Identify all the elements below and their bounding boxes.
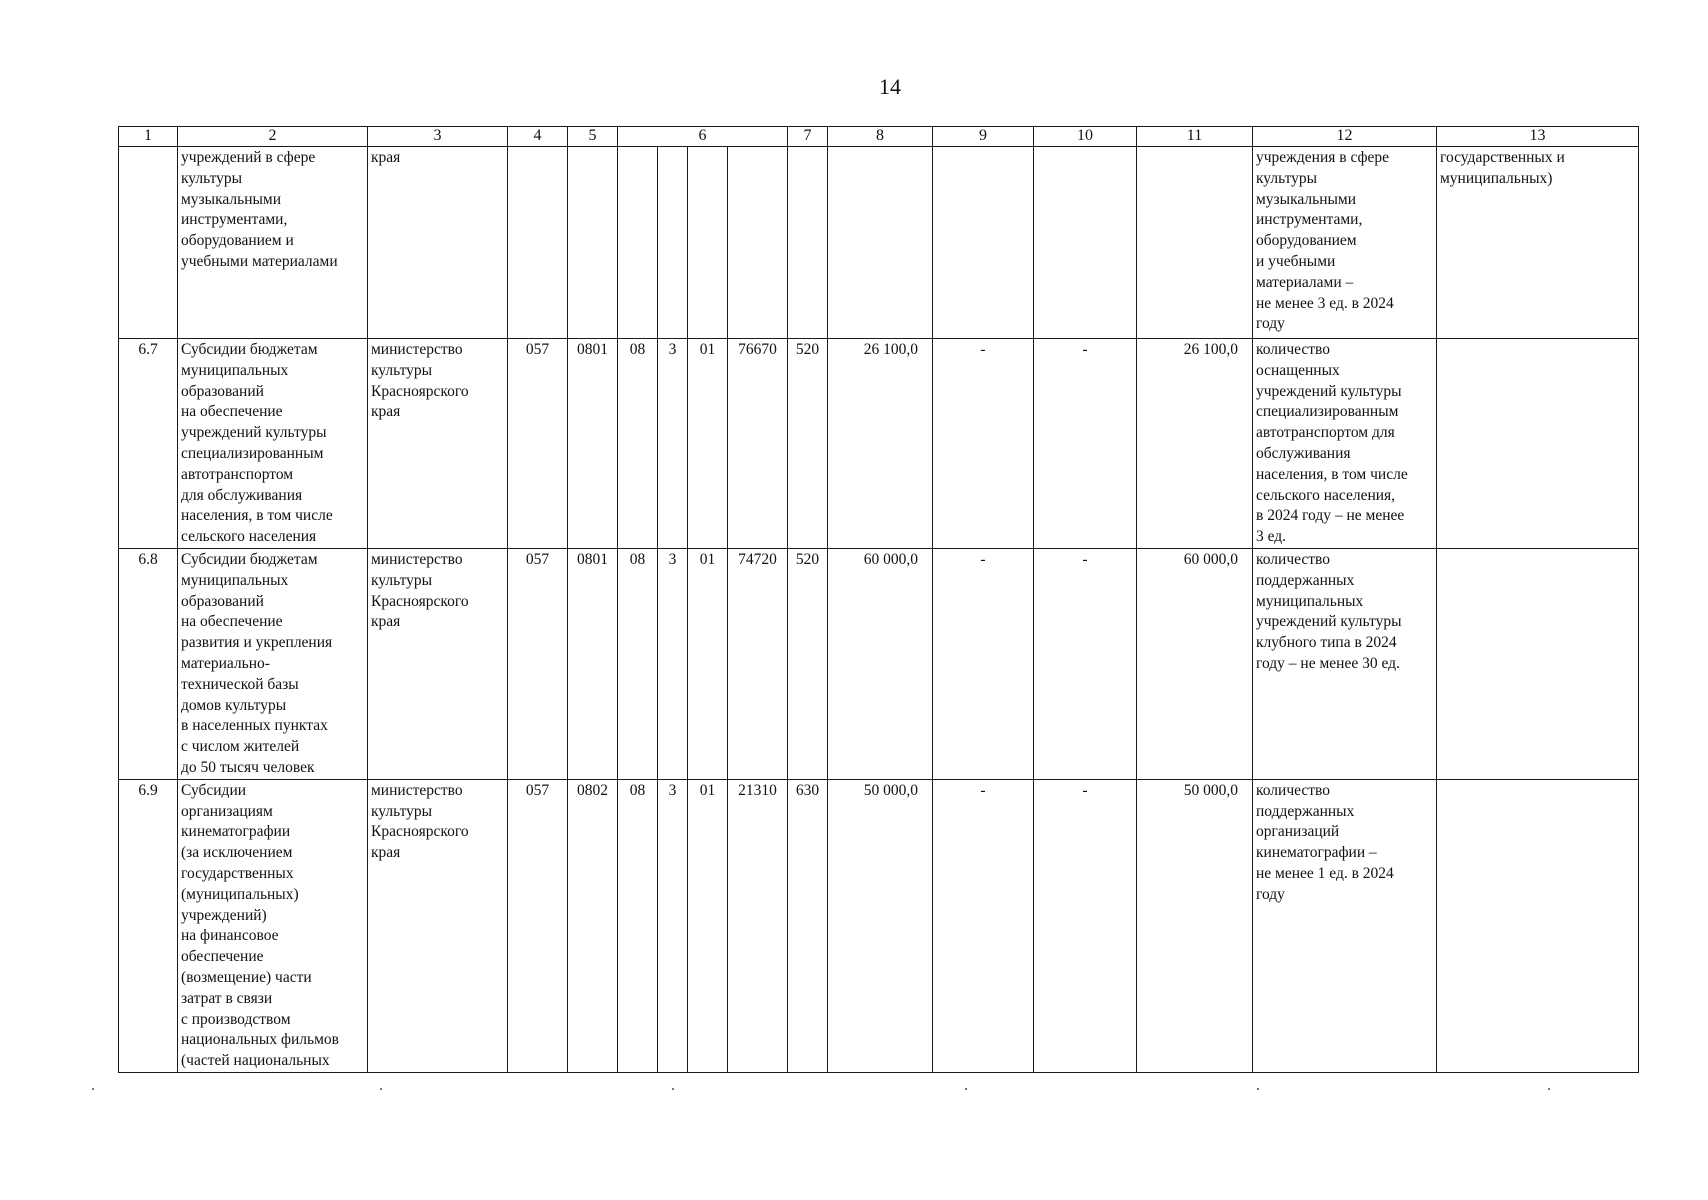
cell-cs-subprogram: 3	[658, 779, 688, 1072]
program-activities-table	[118, 126, 1639, 1073]
cell-vr: 520	[788, 339, 828, 549]
cell-sum-9: -	[933, 339, 1034, 549]
header-col-6: 6	[618, 127, 788, 147]
table-row-continuation	[119, 147, 1639, 339]
cell-cs-subprogram: 3	[658, 339, 688, 549]
cell-rzpr: 0801	[568, 548, 618, 779]
cell-result: количество поддержанных муниципальных учреждений культуры клубного типа в 2024 году – не менее 30 ед.	[1253, 548, 1437, 779]
cell-num: 6.9	[119, 779, 178, 1072]
header-col-2: 2	[178, 127, 368, 147]
cell-grbs: 057	[508, 339, 568, 549]
cell-name: Субсидии бюджетам муниципальных образований на обеспечение развития и укрепления материально- технической базы домов культуры в населенных пунктах с числом жителей до 50 тысяч человек	[178, 548, 368, 779]
cell-name: учреждений в сфере культуры музыкальными инструментами, оборудованием и учебными материалами	[178, 147, 368, 339]
cell-cs-program: 08	[618, 339, 658, 549]
page-number: 14	[879, 74, 901, 99]
table-row	[119, 779, 1639, 1072]
cell-result: учреждения в сфере культуры музыкальными инструментами, оборудованием и учебными материалами – не менее 3 ед. в 2024 году	[1253, 147, 1437, 339]
cell-rzpr: 0802	[568, 779, 618, 1072]
cell-num: 6.7	[119, 339, 178, 549]
table-row	[119, 339, 1639, 549]
cell-cs-program: 08	[618, 779, 658, 1072]
cell-cs-project: 01	[688, 548, 728, 779]
cell-sum-8: 50 000,0	[828, 779, 933, 1072]
cell-cs-direction: 74720	[728, 548, 788, 779]
table-row	[119, 548, 1639, 779]
header-col-9: 9	[933, 127, 1034, 147]
header-col-3: 3	[368, 127, 508, 147]
cell-cs-program: 08	[618, 548, 658, 779]
cell-col13	[1437, 779, 1639, 1072]
cell-cs-direction: 21310	[728, 779, 788, 1072]
cell-name: Субсидии организациям кинематографии (за исключением государственных (муниципальных) учреждений) на финансовое обеспечение (возмещение) части затрат в связи с производством национальных фильмов (частей национальных	[178, 779, 368, 1072]
header-col-8: 8	[828, 127, 933, 147]
cell-executor: министерство культуры Красноярского края	[368, 779, 508, 1072]
cell-cs-project: 01	[688, 779, 728, 1072]
header-col-11: 11	[1137, 127, 1253, 147]
cell-col13: государственных и муниципальных)	[1437, 147, 1639, 339]
cell-executor: края	[368, 147, 508, 339]
scan-artifacts	[0, 1088, 1708, 1090]
cell-sum-10: -	[1034, 339, 1137, 549]
cell-rzpr: 0801	[568, 339, 618, 549]
cell-sum-9: -	[933, 548, 1034, 779]
cell-col13	[1437, 339, 1639, 549]
cell-result: количество поддержанных организаций кинематографии – не менее 1 ед. в 2024 году	[1253, 779, 1437, 1072]
cell-executor: министерство культуры Красноярского края	[368, 548, 508, 779]
cell-col13	[1437, 548, 1639, 779]
cell-sum-11: 26 100,0	[1137, 339, 1253, 549]
header-col-1: 1	[119, 127, 178, 147]
cell-sum-9: -	[933, 779, 1034, 1072]
cell-grbs: 057	[508, 779, 568, 1072]
cell-cs-project: 01	[688, 339, 728, 549]
cell-num: 6.8	[119, 548, 178, 779]
cell-result: количество оснащенных учреждений культуры специализированным автотранспортом для обслуживания населения, в том числе сельского населения, в 2024 году – не менее 3 ед.	[1253, 339, 1437, 549]
cell-grbs: 057	[508, 548, 568, 779]
cell-vr: 520	[788, 548, 828, 779]
cell-cs-subprogram: 3	[658, 548, 688, 779]
cell-sum-10: -	[1034, 779, 1137, 1072]
header-col-12: 12	[1253, 127, 1437, 147]
cell-name: Субсидии бюджетам муниципальных образований на обеспечение учреждений культуры специализированным автотранспортом для обслуживания населения, в том числе сельского населения	[178, 339, 368, 549]
cell-sum-8: 26 100,0	[828, 339, 933, 549]
cell-cs-direction: 76670	[728, 339, 788, 549]
cell-vr: 630	[788, 779, 828, 1072]
cell-sum-11: 60 000,0	[1137, 548, 1253, 779]
cell-sum-11: 50 000,0	[1137, 779, 1253, 1072]
cell-executor: министерство культуры Красноярского края	[368, 339, 508, 549]
cell-num	[119, 147, 178, 339]
header-col-13: 13	[1437, 127, 1639, 147]
header-row	[119, 127, 1639, 147]
header-col-10: 10	[1034, 127, 1137, 147]
header-col-4: 4	[508, 127, 568, 147]
header-col-5: 5	[568, 127, 618, 147]
cell-sum-8: 60 000,0	[828, 548, 933, 779]
header-col-7: 7	[788, 127, 828, 147]
cell-sum-10: -	[1034, 548, 1137, 779]
